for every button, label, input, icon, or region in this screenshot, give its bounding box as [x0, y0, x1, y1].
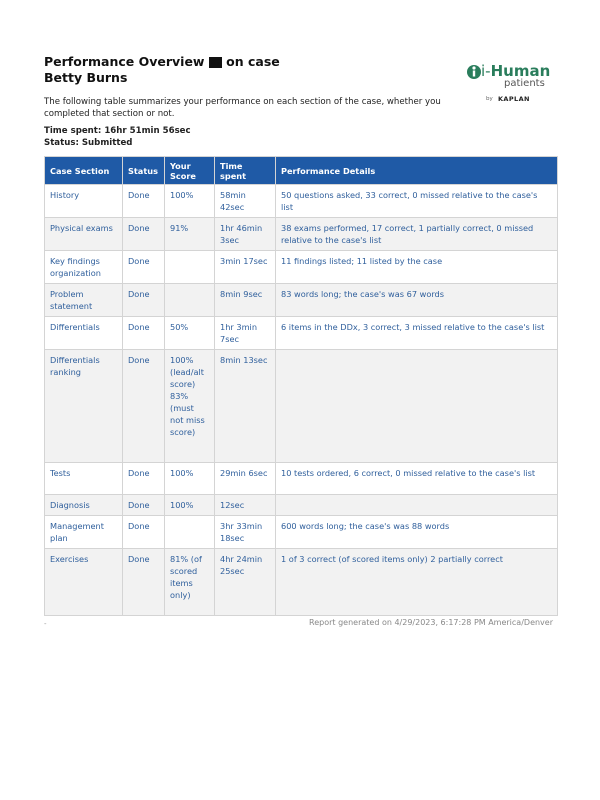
cell-details: 10 tests ordered, 6 correct, 0 missed relative to the case's list [276, 463, 558, 495]
cell-status: Done [123, 549, 165, 616]
cell-details [276, 495, 558, 516]
cell-score: 100% (lead/alt score) 83% (must not miss score) [165, 350, 215, 463]
column-header-section: Case Section [45, 157, 123, 185]
cell-time: 1hr 3min 7sec [215, 317, 276, 350]
cell-score: 81% (of scored items only) [165, 549, 215, 616]
cell-details: 38 exams performed, 17 correct, 1 partially correct, 0 missed relative to the case's list [276, 218, 558, 251]
cell-section: History [45, 185, 123, 218]
report-meta [44, 125, 191, 149]
table-row [45, 495, 558, 516]
status-line: Status: Submitted [44, 138, 133, 148]
ihuman-logo [466, 60, 566, 110]
cell-details: 600 words long; the case's was 88 words [276, 516, 558, 549]
table-row [45, 350, 558, 463]
patient-name: Betty Burns [44, 70, 128, 85]
logo-brand-prefix: i- [481, 62, 491, 80]
cell-score: 100% [165, 463, 215, 495]
cell-section: Exercises [45, 549, 123, 616]
cell-section: Key findings organization [45, 251, 123, 284]
cell-status: Done [123, 218, 165, 251]
title-suffix: on case [226, 54, 280, 69]
redacted-text: of [210, 58, 220, 67]
cell-details: 50 questions asked, 33 correct, 0 missed relative to the case's list [276, 185, 558, 218]
cell-score [165, 516, 215, 549]
table-row [45, 317, 558, 350]
cell-status: Done [123, 251, 165, 284]
page-title [44, 54, 304, 70]
intro-text: The following table summarizes your performance on each section of the case, whether you completed that section or not. [44, 97, 441, 119]
table-header-row [45, 157, 558, 185]
cell-time: 3min 17sec [215, 251, 276, 284]
cell-time: 1hr 46min 3sec [215, 218, 276, 251]
footer-dot: - [44, 620, 47, 628]
cell-time: 3hr 33min 18sec [215, 516, 276, 549]
report-header [44, 54, 304, 86]
cell-time: 8min 13sec [215, 350, 276, 463]
time-spent: Time spent: 16hr 51min 56sec [44, 126, 191, 136]
cell-status: Done [123, 516, 165, 549]
cell-score: 50% [165, 317, 215, 350]
cell-status: Done [123, 185, 165, 218]
cell-section: Diagnosis [45, 495, 123, 516]
title-prefix: Performance Overview [44, 54, 205, 69]
cell-section: Physical exams [45, 218, 123, 251]
cell-score [165, 284, 215, 317]
column-header-time: Time spent [215, 157, 276, 185]
logo-subtitle: patients [504, 78, 545, 89]
cell-score: 100% [165, 185, 215, 218]
table-row [45, 284, 558, 317]
table-row [45, 185, 558, 218]
performance-table [44, 156, 558, 616]
cell-details: 11 findings listed; 11 listed by the case [276, 251, 558, 284]
cell-status: Done [123, 495, 165, 516]
cell-time: 58min 42sec [215, 185, 276, 218]
table-row [45, 218, 558, 251]
cell-status: Done [123, 317, 165, 350]
cell-details: 1 of 3 correct (of scored items only) 2 partially correct [276, 549, 558, 616]
cell-status: Done [123, 463, 165, 495]
report-generated: Report generated on 4/29/2023, 6:17:28 PM America/Denver [309, 618, 553, 627]
logo-brand-name: Human [490, 62, 551, 80]
table-row [45, 251, 558, 284]
cell-section: Problem statement [45, 284, 123, 317]
cell-score: 100% [165, 495, 215, 516]
cell-details [276, 350, 558, 463]
cell-section: Differentials [45, 317, 123, 350]
cell-section: Management plan [45, 516, 123, 549]
cell-time: 4hr 24min 25sec [215, 549, 276, 616]
table-row [45, 516, 558, 549]
table-row [45, 463, 558, 495]
column-header-status: Status [123, 157, 165, 185]
cell-section: Differentials ranking [45, 350, 123, 463]
cell-status: Done [123, 350, 165, 463]
column-header-details: Performance Details [276, 157, 558, 185]
cell-section: Tests [45, 463, 123, 495]
cell-time: 12sec [215, 495, 276, 516]
cell-score [165, 251, 215, 284]
cell-status: Done [123, 284, 165, 317]
cell-score: 91% [165, 218, 215, 251]
cell-details: 6 items in the DDx, 3 correct, 3 missed relative to the case's list [276, 317, 558, 350]
column-header-score: Your Score [165, 157, 215, 185]
ihuman-logo-icon [466, 63, 482, 81]
cell-details: 83 words long; the case's was 67 words [276, 284, 558, 317]
logo-by: by [486, 96, 493, 102]
logo-kaplan: KAPLAN [498, 95, 530, 103]
cell-time: 8min 9sec [215, 284, 276, 317]
table-row [45, 549, 558, 616]
cell-time: 29min 6sec [215, 463, 276, 495]
